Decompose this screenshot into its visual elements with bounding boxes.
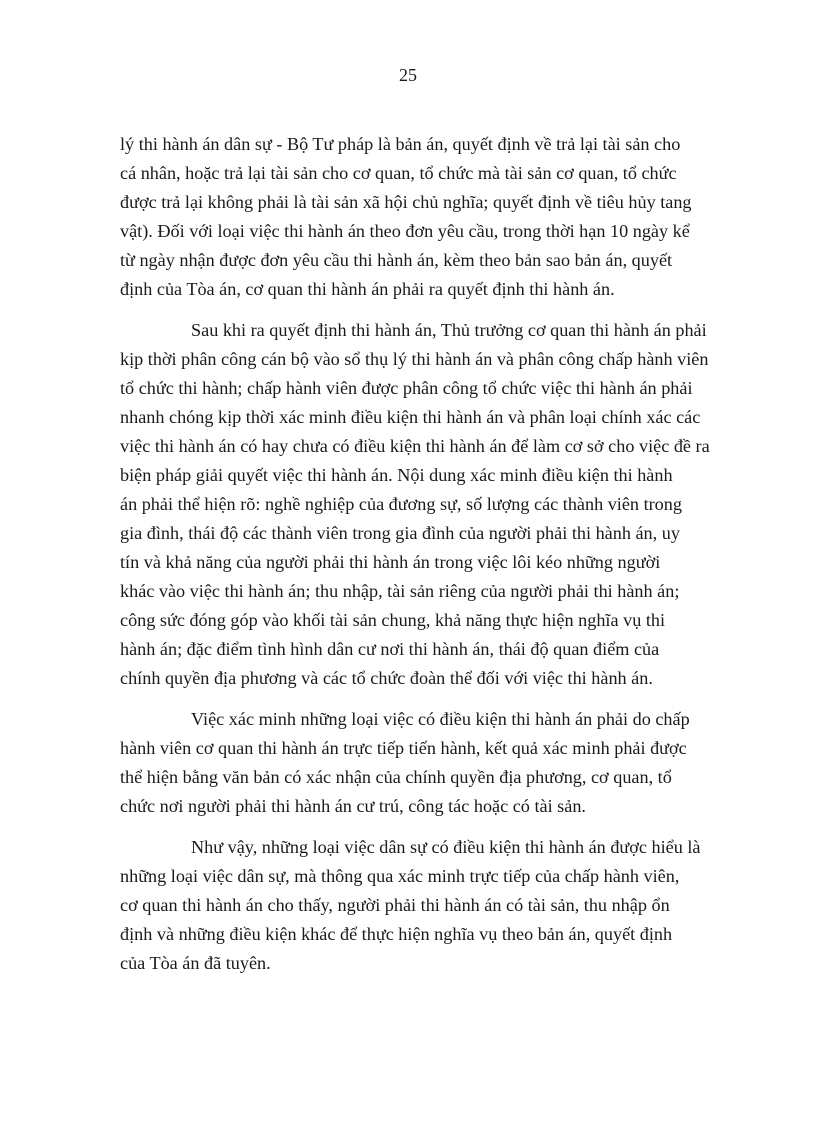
page-number: 25: [399, 65, 417, 85]
text-line: Sau khi ra quyết định thi hành án, Thủ trưởng cơ quan thi hành án phải: [191, 320, 707, 340]
text-line: Như vậy, những loại việc dân sự có điều kiện thi hành án được hiểu là: [191, 837, 701, 857]
text-line: Việc xác minh những loại việc có điều kiện thi hành án phải do chấp: [191, 709, 690, 729]
